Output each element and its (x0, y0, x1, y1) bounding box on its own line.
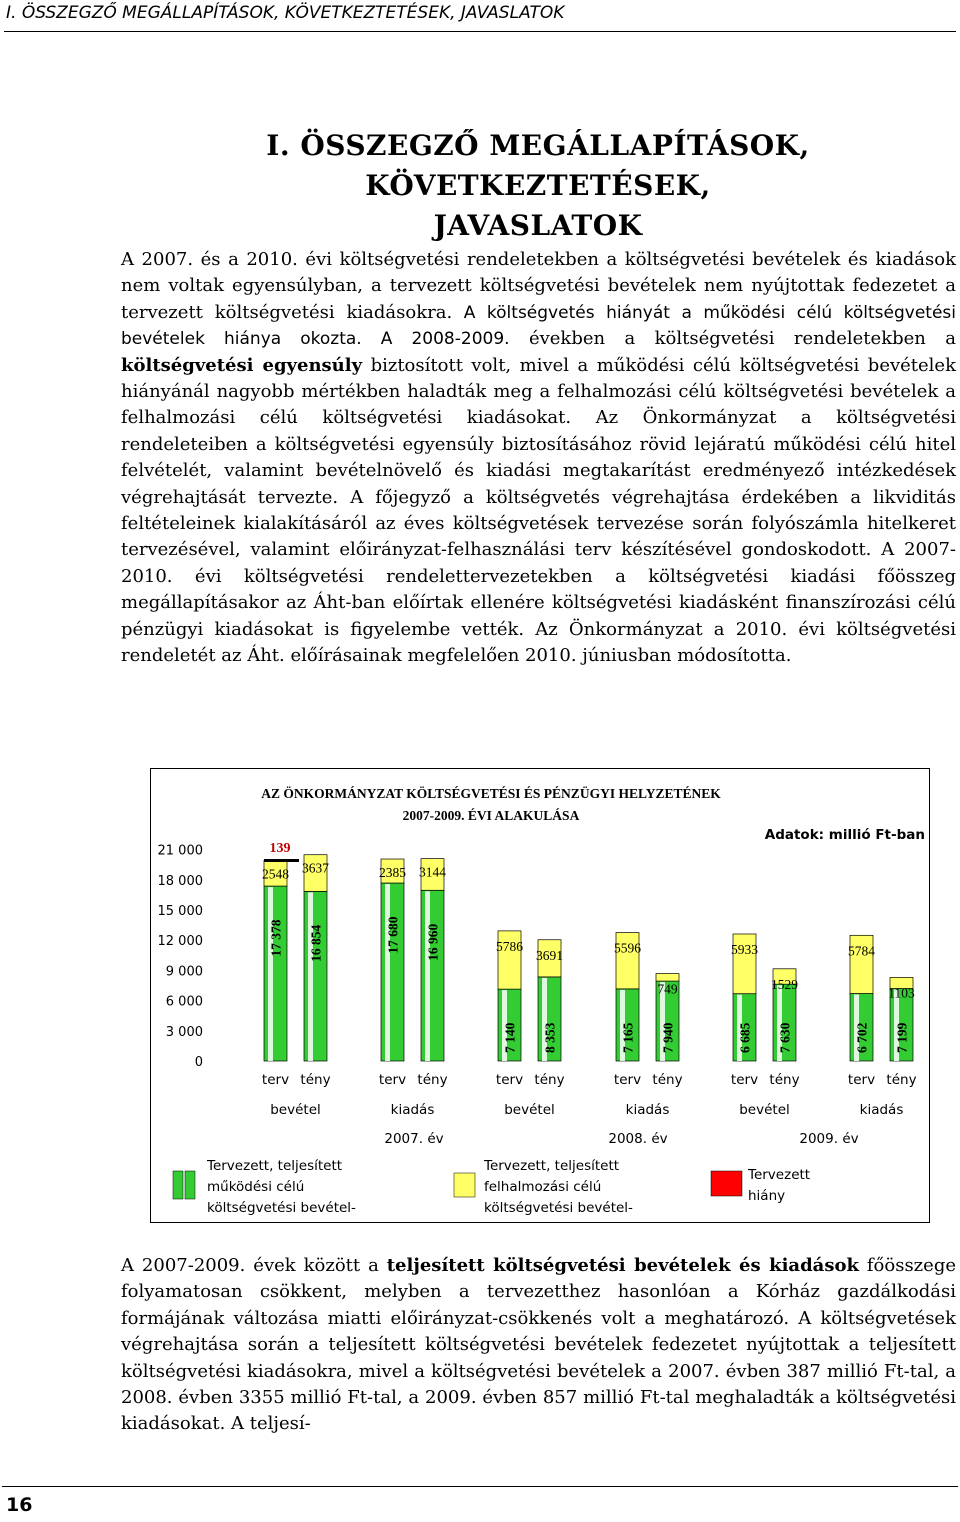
p2-text-b: főösszege folyamatosan csökkent, melyben a tervezetthez hasonlóan a Kórház gazdálkodási formájának változása miatti előirányzat-csökkenés volt a meghatározó. A költségvetések végrehajtása során a teljesített költségvetési bevételek fedezetet nyújtottak a teljesített költségvetési kiadásokra, mivel a költségvetési bevételek a 2007. évben 387 millió Ft-tal, a 2008. évben 3355 millió Ft-tal, a 2009. évben 857 millió Ft-tal meghaladták a költségvetési kiadásokat. A teljesí- (121, 1255, 956, 1435)
bar-operating-segment (304, 891, 327, 1061)
bar-capital-label: 5784 (848, 943, 875, 959)
chart-title-line-1: AZ ÖNKORMÁNYZAT KÖLTSÉGVETÉSI ÉS PÉNZÜGYI HELYZETÉNEK (261, 786, 721, 801)
p2-bold: teljesített költségvetési bevételek és kiadások (386, 1255, 859, 1276)
bar-operating-label: 17 378 (268, 919, 284, 957)
page-number: 16 (6, 1494, 33, 1516)
y-tick-label: 15 000 (157, 904, 203, 919)
group-label: kiadás (859, 1102, 904, 1118)
bar-capital-label: 2548 (262, 866, 289, 882)
bar-capital-label: 5596 (614, 940, 641, 956)
paragraph-1 (121, 247, 956, 670)
x-tick-label: terv (378, 1072, 407, 1088)
running-header: I. ÖSSZEGZŐ MEGÁLLAPÍTÁSOK, KÖVETKEZTETÉSEK, JAVASLATOK (6, 3, 565, 23)
group-label: bevétel (504, 1102, 555, 1118)
title-line-1: I. ÖSSZEGZŐ MEGÁLLAPÍTÁSOK, KÖVETKEZTETÉSEK, (266, 129, 810, 202)
bar-operating-label: 16 960 (425, 923, 441, 961)
bar-operating-segment (421, 890, 444, 1061)
header-rule (4, 31, 956, 32)
bar-operating-label: 7 630 (777, 1022, 793, 1053)
x-tick-label: tény (652, 1072, 683, 1088)
bar-operating-label: 7 165 (620, 1022, 636, 1053)
bar-highlight (425, 891, 430, 1061)
year-label: 2009. év (799, 1131, 859, 1147)
bar-capital-label: 3637 (302, 860, 329, 876)
year-label: 2008. év (608, 1131, 668, 1147)
y-tick-label: 18 000 (157, 873, 203, 889)
legend-swatch-capital (454, 1173, 475, 1197)
x-axis-labels (262, 1072, 917, 1147)
chart-title-line-2: 2007-2009. ÉVI ALAKULÁSA (402, 808, 580, 823)
chart-frame (150, 768, 930, 1223)
bar-capital-label: 1529 (771, 976, 798, 992)
y-tick-label: 9 000 (165, 964, 203, 980)
bar-operating-label: 6 702 (854, 1022, 870, 1053)
p2-text-a: A 2007-2009. évek között a (121, 1255, 387, 1276)
bar-capital-label: 3144 (419, 864, 446, 880)
legend-swatch-operating (185, 1171, 195, 1199)
y-axis (158, 844, 204, 1070)
x-tick-label: terv (847, 1072, 876, 1088)
legend-swatch-deficit (711, 1171, 742, 1196)
y-tick-label: 12 000 (157, 934, 203, 950)
group-label: bevétel (739, 1102, 790, 1118)
bar-deficit-label: 139 (269, 841, 291, 857)
x-tick-label: terv (261, 1072, 290, 1088)
bar-highlight (308, 892, 313, 1061)
bar-capital-label: 5933 (731, 941, 758, 957)
legend-label-capital: Tervezett, teljesített felhalmozási célú költségvetési bevétel- (484, 1158, 633, 1216)
y-tick-label: 0 (194, 1055, 203, 1070)
year-label: 2007. év (384, 1131, 444, 1147)
bar-operating-label: 7 940 (660, 1022, 676, 1053)
bar-operating-label: 7 140 (502, 1022, 518, 1053)
paragraph-2 (121, 1253, 956, 1438)
bar-operating-segment (381, 883, 404, 1061)
budget-chart (151, 769, 929, 1222)
bar-highlight (268, 887, 273, 1061)
y-tick-label: 6 000 (165, 994, 203, 1010)
p1-text-c: években a költségvetési rendeletekben a (509, 328, 957, 350)
legend-label-operating: Tervezett, teljesített működési célú költségvetési bevétel- (207, 1158, 356, 1216)
footer-rule (2, 1486, 958, 1487)
x-tick-label: terv (730, 1072, 759, 1088)
x-tick-label: tény (886, 1072, 917, 1088)
bar-highlight (385, 884, 390, 1061)
bar-capital-label: 749 (657, 981, 678, 997)
bar-operating-label: 8 353 (542, 1022, 558, 1053)
bar-capital-label: 2385 (379, 865, 406, 881)
legend-label-deficit: Tervezett hiány (748, 1167, 811, 1204)
bar-capital-label: 1103 (888, 985, 915, 1001)
x-tick-label: tény (300, 1072, 331, 1088)
x-tick-label: tény (417, 1072, 448, 1088)
group-label: bevétel (270, 1102, 321, 1118)
group-label: kiadás (625, 1102, 670, 1118)
y-tick-label: 3 000 (165, 1024, 203, 1040)
bar-deficit-segment (264, 859, 299, 862)
bar-operating-label: 6 685 (737, 1022, 753, 1053)
p1-text-d: biztosított volt, mivel a működési célú költségvetési bevételek hiányánál nagyobb mértékben haladták meg a felhalmozási célú költségvetési bevételek a felhalmozási célú költségvetési kiadásokat. Az Önkormányzat a költségvetési rendeleteiben a költségvetési egyensúly biztosításához rövid lejáratú működési célú hitel felvételét, valamint bevételnövelő és kiadási megtakarítást eredményező intézkedések végrehajtását tervezte. A főjegyző a költségvetés végrehajtása érdekében a likviditás feltételeinek kialakításáról az éves költségvetések tervezése során folyószámla hitelkeret tervezésével, valamint előirányzat-felhasználási terv készítésével gondoskodott. A 2007-2010. évi költségvetési rendelettervezetekben a költségvetési kiadási főösszeg megállapításakor az Áht-ban előírtak ellenére költségvetési kiadásként finanszírozási célú pénzügyi kiadásokat is figyelembe vették. Az Önkormányzat a 2010. évi költségvetési rendeletét az Áht. előírásainak megfelelően 2010. júniusban módosította. (121, 354, 956, 667)
x-tick-label: terv (495, 1072, 524, 1088)
x-tick-label: terv (613, 1072, 642, 1088)
bar-operating-segment (264, 886, 287, 1061)
bar-capital-label: 3691 (536, 947, 563, 963)
bar-capital-label: 5786 (496, 938, 523, 954)
x-tick-label: tény (769, 1072, 800, 1088)
bar-operating-label: 17 680 (385, 916, 401, 954)
p1-text-b: A költségvetés hiányát a működési célú költségvetési bevételek hiánya okozta. A 2008-2009. (121, 302, 956, 350)
group-label: kiadás (390, 1102, 435, 1118)
p1-text-a: A 2007. és a 2010. évi költségvetési rendeletekben a költségvetési bevételek és kiadások nem voltak egyensúlyban, a tervezett költségvetési bevételek nem nyújtottak fedezetet a tervezett költségvetési kiadásokra. (121, 249, 956, 323)
y-tick-label: 21 000 (157, 843, 203, 859)
bar-capital-segment (656, 974, 679, 982)
bar-operating-label: 16 854 (308, 924, 324, 962)
title-line-2: JAVASLATOK (433, 209, 643, 242)
bars-area (262, 841, 915, 1061)
page-title (118, 126, 958, 246)
x-tick-label: tény (534, 1072, 565, 1088)
legend (173, 1158, 810, 1216)
chart-unit-note: Adatok: millió Ft-ban (764, 827, 925, 843)
bar-operating-label: 7 199 (894, 1022, 910, 1053)
legend-swatch-operating (173, 1171, 183, 1199)
p1-bold: költségvetési egyensúly (121, 354, 363, 376)
